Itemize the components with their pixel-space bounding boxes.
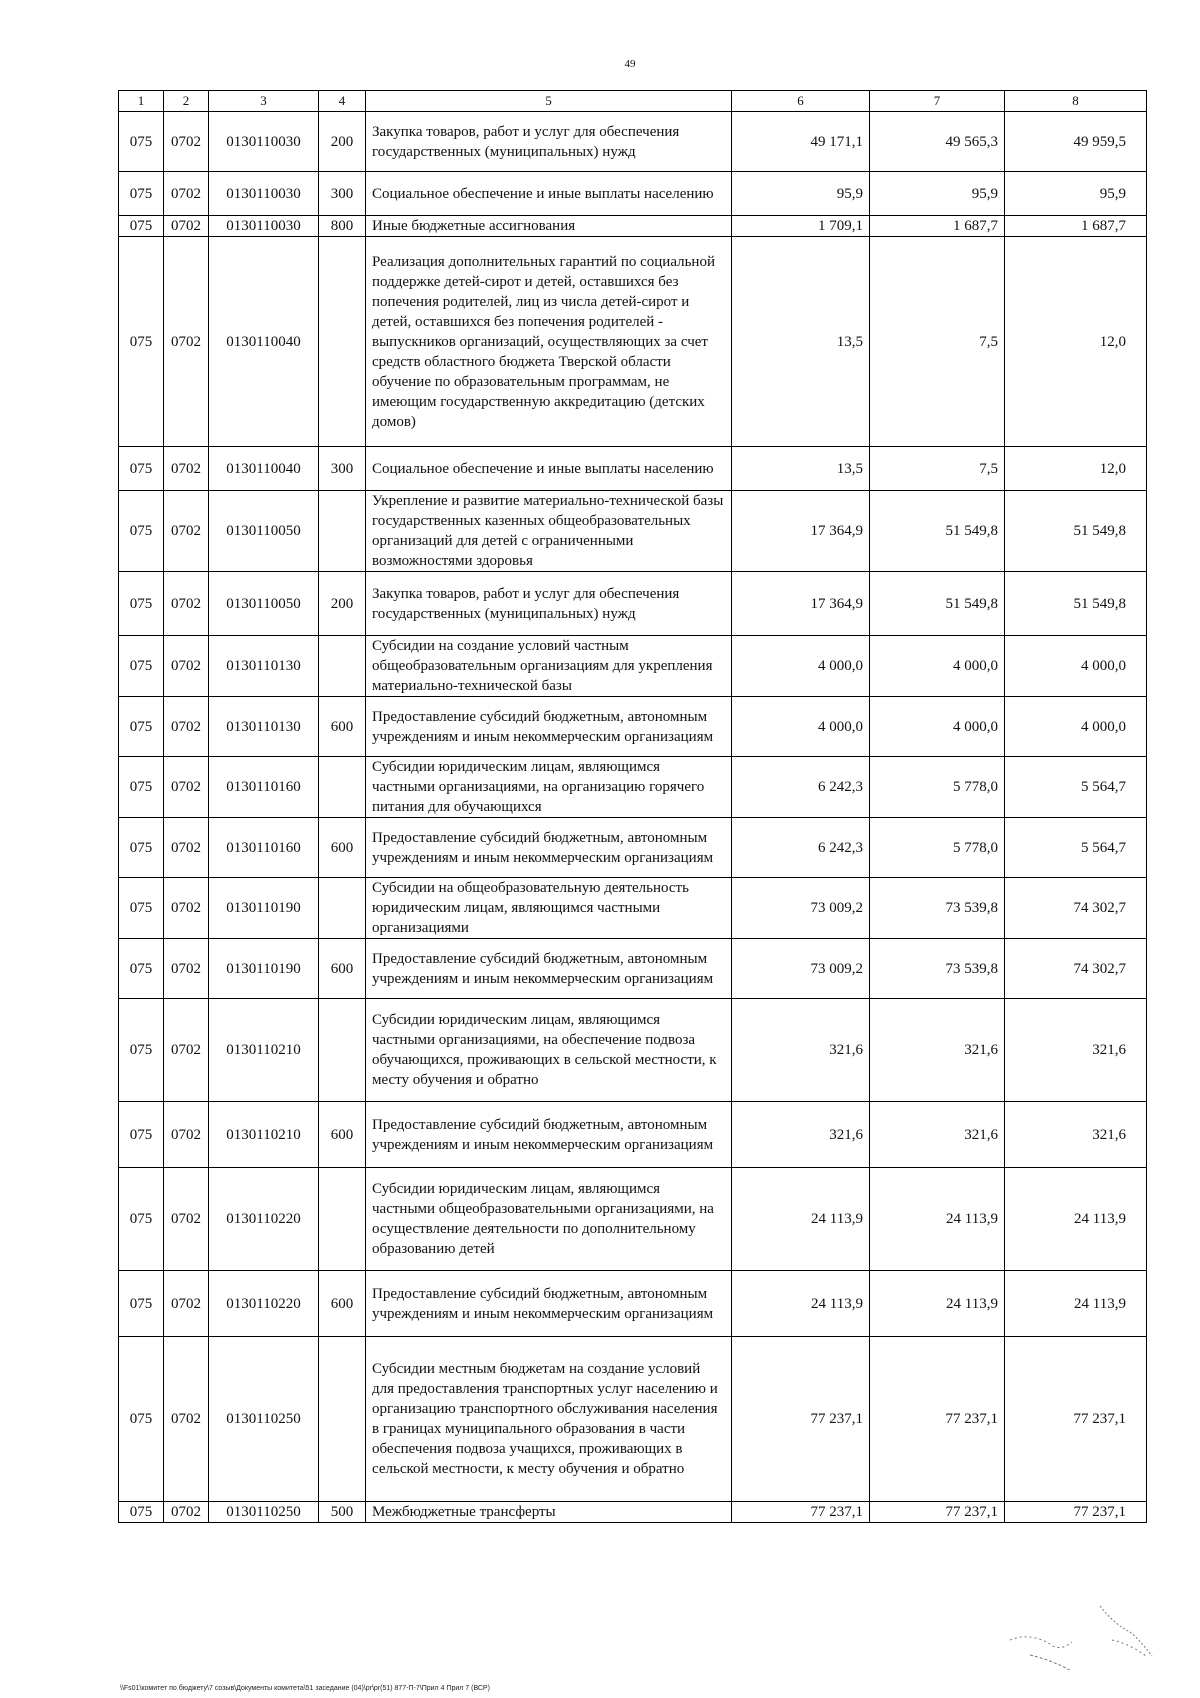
col-header-2: 2 [164, 91, 209, 112]
table-body [119, 112, 1147, 1523]
amount-year2-cell: 51 549,8 [870, 572, 1005, 636]
expense-type-cell: 200 [319, 112, 366, 172]
description-cell: Субсидии местным бюджетам на создание условий для предоставления транспортных услуг населению и организацию транспортного обслуживания населения в границах муниципального образования в части обеспечения подвоза учащихся, проживающих в сельской местности, к месту обучения и обратно [366, 1337, 732, 1502]
description-cell: Закупка товаров, работ и услуг для обеспечения государственных (муниципальных) нужд [366, 112, 732, 172]
expense-type-cell: 600 [319, 1271, 366, 1337]
amount-year1-cell: 49 171,1 [732, 112, 870, 172]
table-row [119, 1271, 1147, 1337]
amount-year2-cell: 24 113,9 [870, 1271, 1005, 1337]
target-article-cell: 0130110250 [209, 1502, 319, 1523]
section-code-cell: 0702 [164, 216, 209, 237]
description-cell: Укрепление и развитие материально-технической базы государственных казенных общеобразовательных организаций для детей с ограниченными возможностями здоровья [366, 491, 732, 572]
target-article-cell: 0130110030 [209, 112, 319, 172]
signature-mark [1000, 1600, 1160, 1670]
amount-year1-cell: 17 364,9 [732, 572, 870, 636]
target-article-cell: 0130110190 [209, 939, 319, 999]
section-code-cell: 0702 [164, 939, 209, 999]
admin-code-cell: 075 [119, 1337, 164, 1502]
description-cell: Субсидии юридическим лицам, являющимся частными организациями, на организацию горячего питания для обучающихся [366, 757, 732, 818]
expense-type-cell [319, 237, 366, 447]
admin-code-cell: 075 [119, 999, 164, 1102]
amount-year2-cell: 73 539,8 [870, 939, 1005, 999]
table-row [119, 491, 1147, 572]
amount-year3-cell: 5 564,7 [1005, 818, 1147, 878]
description-cell: Социальное обеспечение и иные выплаты населению [366, 447, 732, 491]
target-article-cell: 0130110130 [209, 697, 319, 757]
amount-year2-cell: 5 778,0 [870, 818, 1005, 878]
expense-type-cell: 300 [319, 172, 366, 216]
section-code-cell: 0702 [164, 1502, 209, 1523]
amount-year3-cell: 77 237,1 [1005, 1502, 1147, 1523]
target-article-cell: 0130110050 [209, 572, 319, 636]
table-row [119, 999, 1147, 1102]
col-header-8: 8 [1005, 91, 1147, 112]
expense-type-cell [319, 878, 366, 939]
amount-year1-cell: 73 009,2 [732, 939, 870, 999]
section-code-cell: 0702 [164, 999, 209, 1102]
admin-code-cell: 075 [119, 1271, 164, 1337]
target-article-cell: 0130110030 [209, 172, 319, 216]
description-cell: Субсидии на создание условий частным общеобразовательным организациям для укрепления материально-технической базы [366, 636, 732, 697]
target-article-cell: 0130110040 [209, 447, 319, 491]
amount-year3-cell: 51 549,8 [1005, 572, 1147, 636]
amount-year1-cell: 321,6 [732, 999, 870, 1102]
description-cell: Предоставление субсидий бюджетным, автономным учреждениям и иным некоммерческим организациям [366, 1271, 732, 1337]
expense-type-cell [319, 999, 366, 1102]
description-cell: Предоставление субсидий бюджетным, автономным учреждениям и иным некоммерческим организациям [366, 1102, 732, 1168]
section-code-cell: 0702 [164, 572, 209, 636]
description-cell: Субсидии юридическим лицам, являющимся частными организациями, на обеспечение подвоза обучающихся, проживающих в сельской местности, к месту обучения и обратно [366, 999, 732, 1102]
amount-year1-cell: 77 237,1 [732, 1502, 870, 1523]
amount-year2-cell: 1 687,7 [870, 216, 1005, 237]
col-header-4: 4 [319, 91, 366, 112]
amount-year2-cell: 5 778,0 [870, 757, 1005, 818]
expense-type-cell [319, 636, 366, 697]
admin-code-cell: 075 [119, 697, 164, 757]
table-row [119, 216, 1147, 237]
admin-code-cell: 075 [119, 572, 164, 636]
section-code-cell: 0702 [164, 491, 209, 572]
amount-year1-cell: 4 000,0 [732, 697, 870, 757]
target-article-cell: 0130110160 [209, 818, 319, 878]
expense-type-cell [319, 491, 366, 572]
table-row [119, 237, 1147, 447]
target-article-cell: 0130110220 [209, 1271, 319, 1337]
target-article-cell: 0130110210 [209, 1102, 319, 1168]
amount-year2-cell: 4 000,0 [870, 697, 1005, 757]
amount-year1-cell: 4 000,0 [732, 636, 870, 697]
amount-year2-cell: 7,5 [870, 237, 1005, 447]
col-header-6: 6 [732, 91, 870, 112]
amount-year3-cell: 74 302,7 [1005, 878, 1147, 939]
expense-type-cell: 600 [319, 1102, 366, 1168]
amount-year3-cell: 95,9 [1005, 172, 1147, 216]
table-row [119, 1337, 1147, 1502]
amount-year3-cell: 24 113,9 [1005, 1271, 1147, 1337]
expense-type-cell: 200 [319, 572, 366, 636]
table-row [119, 172, 1147, 216]
table-row [119, 112, 1147, 172]
section-code-cell: 0702 [164, 757, 209, 818]
table-row [119, 1102, 1147, 1168]
amount-year1-cell: 24 113,9 [732, 1168, 870, 1271]
amount-year2-cell: 4 000,0 [870, 636, 1005, 697]
admin-code-cell: 075 [119, 1502, 164, 1523]
budget-table [118, 90, 1147, 1523]
description-cell: Иные бюджетные ассигнования [366, 216, 732, 237]
expense-type-cell: 300 [319, 447, 366, 491]
amount-year2-cell: 49 565,3 [870, 112, 1005, 172]
amount-year1-cell: 6 242,3 [732, 757, 870, 818]
amount-year3-cell: 321,6 [1005, 1102, 1147, 1168]
section-code-cell: 0702 [164, 1168, 209, 1271]
amount-year1-cell: 77 237,1 [732, 1337, 870, 1502]
amount-year1-cell: 13,5 [732, 447, 870, 491]
amount-year1-cell: 13,5 [732, 237, 870, 447]
file-path-footer: \\Fs01\комитет по бюджету\7 созыв\Документы комитета\51 заседание (04)\pr\pr(51) 877-П-7\Прил 4 Прил 7 (ВСР) [120, 1685, 490, 1692]
admin-code-cell: 075 [119, 237, 164, 447]
table-row [119, 447, 1147, 491]
amount-year3-cell: 51 549,8 [1005, 491, 1147, 572]
section-code-cell: 0702 [164, 447, 209, 491]
amount-year2-cell: 321,6 [870, 999, 1005, 1102]
section-code-cell: 0702 [164, 1102, 209, 1168]
expense-type-cell [319, 1337, 366, 1502]
target-article-cell: 0130110040 [209, 237, 319, 447]
description-cell: Субсидии юридическим лицам, являющимся частными общеобразовательными организациями, на осуществление деятельности по дополнительному образованию детей [366, 1168, 732, 1271]
amount-year1-cell: 6 242,3 [732, 818, 870, 878]
amount-year2-cell: 77 237,1 [870, 1502, 1005, 1523]
section-code-cell: 0702 [164, 818, 209, 878]
target-article-cell: 0130110050 [209, 491, 319, 572]
admin-code-cell: 075 [119, 447, 164, 491]
page-number: 49 [624, 58, 636, 70]
section-code-cell: 0702 [164, 697, 209, 757]
expense-type-cell: 500 [319, 1502, 366, 1523]
amount-year1-cell: 73 009,2 [732, 878, 870, 939]
amount-year2-cell: 73 539,8 [870, 878, 1005, 939]
description-cell: Предоставление субсидий бюджетным, автономным учреждениям и иным некоммерческим организациям [366, 818, 732, 878]
admin-code-cell: 075 [119, 172, 164, 216]
expense-type-cell: 600 [319, 818, 366, 878]
expense-type-cell: 800 [319, 216, 366, 237]
target-article-cell: 0130110030 [209, 216, 319, 237]
section-code-cell: 0702 [164, 878, 209, 939]
amount-year3-cell: 321,6 [1005, 999, 1147, 1102]
admin-code-cell: 075 [119, 939, 164, 999]
expense-type-cell: 600 [319, 697, 366, 757]
amount-year1-cell: 95,9 [732, 172, 870, 216]
admin-code-cell: 075 [119, 1102, 164, 1168]
amount-year3-cell: 49 959,5 [1005, 112, 1147, 172]
target-article-cell: 0130110210 [209, 999, 319, 1102]
admin-code-cell: 075 [119, 818, 164, 878]
table-row [119, 757, 1147, 818]
section-code-cell: 0702 [164, 237, 209, 447]
table-row [119, 1502, 1147, 1523]
amount-year2-cell: 24 113,9 [870, 1168, 1005, 1271]
amount-year1-cell: 321,6 [732, 1102, 870, 1168]
description-cell: Социальное обеспечение и иные выплаты населению [366, 172, 732, 216]
amount-year1-cell: 24 113,9 [732, 1271, 870, 1337]
admin-code-cell: 075 [119, 878, 164, 939]
table-row [119, 697, 1147, 757]
admin-code-cell: 075 [119, 1168, 164, 1271]
section-code-cell: 0702 [164, 636, 209, 697]
col-header-7: 7 [870, 91, 1005, 112]
header-row [119, 91, 1147, 112]
col-header-3: 3 [209, 91, 319, 112]
description-cell: Предоставление субсидий бюджетным, автономным учреждениям и иным некоммерческим организациям [366, 697, 732, 757]
expense-type-cell [319, 1168, 366, 1271]
admin-code-cell: 075 [119, 757, 164, 818]
admin-code-cell: 075 [119, 112, 164, 172]
amount-year3-cell: 12,0 [1005, 447, 1147, 491]
amount-year2-cell: 51 549,8 [870, 491, 1005, 572]
amount-year2-cell: 321,6 [870, 1102, 1005, 1168]
amount-year2-cell: 77 237,1 [870, 1337, 1005, 1502]
section-code-cell: 0702 [164, 112, 209, 172]
amount-year1-cell: 17 364,9 [732, 491, 870, 572]
table-row [119, 572, 1147, 636]
amount-year3-cell: 4 000,0 [1005, 697, 1147, 757]
table-row [119, 1168, 1147, 1271]
section-code-cell: 0702 [164, 172, 209, 216]
target-article-cell: 0130110160 [209, 757, 319, 818]
table-row [119, 636, 1147, 697]
table-row [119, 939, 1147, 999]
description-cell: Предоставление субсидий бюджетным, автономным учреждениям и иным некоммерческим организациям [366, 939, 732, 999]
admin-code-cell: 075 [119, 491, 164, 572]
amount-year3-cell: 74 302,7 [1005, 939, 1147, 999]
description-cell: Межбюджетные трансферты [366, 1502, 732, 1523]
col-header-5: 5 [366, 91, 732, 112]
target-article-cell: 0130110220 [209, 1168, 319, 1271]
amount-year1-cell: 1 709,1 [732, 216, 870, 237]
col-header-1: 1 [119, 91, 164, 112]
admin-code-cell: 075 [119, 216, 164, 237]
amount-year2-cell: 95,9 [870, 172, 1005, 216]
description-cell: Субсидии на общеобразовательную деятельность юридическим лицам, являющимся частными организациями [366, 878, 732, 939]
expense-type-cell: 600 [319, 939, 366, 999]
description-cell: Реализация дополнительных гарантий по социальной поддержке детей-сирот и детей, оставшихся без попечения родителей, лиц из числа детей-сирот и детей, оставшихся без попечения родителей - выпускников организаций, осуществляющих за счет средств областного бюджета Тверской области обучение по образовательным программам, не имеющим государственную аккредитацию (детских домов) [366, 237, 732, 447]
amount-year3-cell: 12,0 [1005, 237, 1147, 447]
section-code-cell: 0702 [164, 1337, 209, 1502]
admin-code-cell: 075 [119, 636, 164, 697]
table-row [119, 878, 1147, 939]
amount-year3-cell: 5 564,7 [1005, 757, 1147, 818]
amount-year3-cell: 24 113,9 [1005, 1168, 1147, 1271]
amount-year3-cell: 4 000,0 [1005, 636, 1147, 697]
description-cell: Закупка товаров, работ и услуг для обеспечения государственных (муниципальных) нужд [366, 572, 732, 636]
amount-year3-cell: 77 237,1 [1005, 1337, 1147, 1502]
target-article-cell: 0130110250 [209, 1337, 319, 1502]
section-code-cell: 0702 [164, 1271, 209, 1337]
amount-year3-cell: 1 687,7 [1005, 216, 1147, 237]
target-article-cell: 0130110130 [209, 636, 319, 697]
table-row [119, 818, 1147, 878]
target-article-cell: 0130110190 [209, 878, 319, 939]
expense-type-cell [319, 757, 366, 818]
amount-year2-cell: 7,5 [870, 447, 1005, 491]
